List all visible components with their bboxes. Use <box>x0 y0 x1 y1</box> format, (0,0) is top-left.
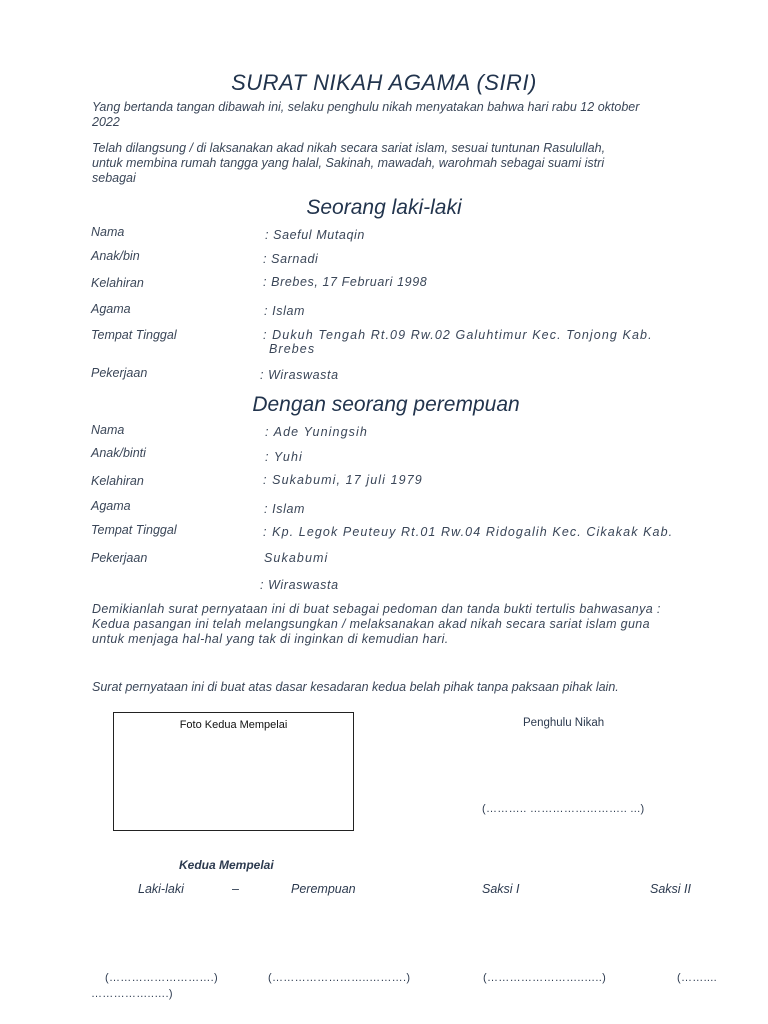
intro-line-1: Yang bertanda tangan dibawah ini, selaku penghulu nikah menyatakan bahwa hari rabu 12 oktober <box>92 100 640 114</box>
photo-box <box>113 712 354 831</box>
intro-paragraph-1 <box>92 100 707 130</box>
penghulu-signature-line: (……….. …………………….. ...) <box>482 803 645 815</box>
perempuan-label: Perempuan <box>291 882 356 896</box>
bride-label-anak: Anak/binti <box>91 446 146 460</box>
groom-value-nama: : Saeful Mutaqin <box>265 228 365 242</box>
saksi-1-label: Saksi I <box>482 882 520 896</box>
bride-value-tempat-line-2: Sukabumi <box>264 551 329 565</box>
intro-p2-line-3: sebagai <box>92 171 136 185</box>
closing-statement: Surat pernyataan ini di buat atas dasar kesadaran kedua belah pihak tanpa paksaan pihak lain. <box>92 680 619 694</box>
kedua-mempelai-label: Kedua Mempelai <box>179 858 274 872</box>
groom-value-agama: : Islam <box>264 304 306 318</box>
groom-value-anak: : Sarnadi <box>263 252 319 266</box>
groom-label-tempat: Tempat Tinggal <box>91 328 177 342</box>
groom-label-kelahiran: Kelahiran <box>91 276 144 290</box>
saksi-2-label: Saksi II <box>650 882 691 896</box>
bride-heading: Dengan seorang perempuan <box>252 393 520 416</box>
groom-value-tempat-line-2: Brebes <box>269 342 316 356</box>
dash-separator: – <box>232 882 239 896</box>
groom-heading: Seorang laki-laki <box>306 196 462 219</box>
groom-value-kelahiran: : Brebes, 17 Februari 1998 <box>263 275 428 289</box>
closing-paragraph <box>92 602 707 647</box>
intro-p2-line-1: Telah dilangsung / di laksanakan akad nikah secara sariat islam, sesuai tuntunan Rasulullah, <box>92 141 606 155</box>
bride-value-agama: : Islam <box>264 502 306 516</box>
groom-value-tempat-line-1: : Dukuh Tengah Rt.09 Rw.02 Galuhtimur Kec. Tonjong Kab. <box>263 328 653 342</box>
signature-line-saksi-1: (……………………..…..) <box>483 972 607 984</box>
signature-line-perempuan: (……………………..……….) <box>268 972 411 984</box>
intro-paragraph-2 <box>92 141 707 186</box>
groom-label-nama: Nama <box>91 225 125 239</box>
page-title: SURAT NIKAH AGAMA (SIRI) <box>231 70 537 95</box>
groom-label-pekerjaan: Pekerjaan <box>91 366 148 380</box>
bride-value-tempat-line-1: : Kp. Legok Peuteuy Rt.01 Rw.04 Ridogalih Kec. Cikakak Kab. <box>263 525 674 539</box>
intro-p2-line-2: untuk membina rumah tangga yang halal, Sakinah, mawadah, warohmah sebagai suami istri <box>92 156 605 170</box>
bride-label-nama: Nama <box>91 423 125 437</box>
signature-line-laki: (……………………….) <box>105 972 218 984</box>
intro-line-2: 2022 <box>92 115 120 129</box>
bride-value-anak: : Yuhi <box>265 450 303 464</box>
groom-value-pekerjaan: : Wiraswasta <box>260 368 339 382</box>
signature-line-saksi-2: (…….... <box>677 972 717 984</box>
closing-line-1: Demikianlah surat pernyataan ini di buat sebagai pedoman dan tanda bukti tertulis bahwasanya : <box>92 602 661 616</box>
laki-laki-label: Laki-laki <box>138 882 184 896</box>
photo-label: Foto Kedua Mempelai <box>179 719 288 731</box>
bride-label-pekerjaan: Pekerjaan <box>91 551 148 565</box>
closing-line-2: Kedua pasangan ini telah melangsungkan / melaksanakan akad nikah secara sariat islam guna <box>92 617 650 631</box>
signature-line-saksi-2-cont: ……………..….) <box>91 988 173 1000</box>
penghulu-label: Penghulu Nikah <box>523 717 605 729</box>
bride-label-kelahiran: Kelahiran <box>91 474 144 488</box>
bride-label-tempat: Tempat Tinggal <box>91 523 177 537</box>
bride-value-kelahiran: : Sukabumi, 17 juli 1979 <box>263 473 423 487</box>
bride-value-pekerjaan: : Wiraswasta <box>260 578 339 592</box>
groom-label-anak: Anak/bin <box>91 249 140 263</box>
bride-value-nama: : Ade Yuningsih <box>265 425 368 439</box>
closing-line-3: untuk menjaga hal-hal yang tak di inginkan di kemudian hari. <box>92 632 449 646</box>
groom-label-agama: Agama <box>91 302 131 316</box>
bride-label-agama: Agama <box>91 499 131 513</box>
